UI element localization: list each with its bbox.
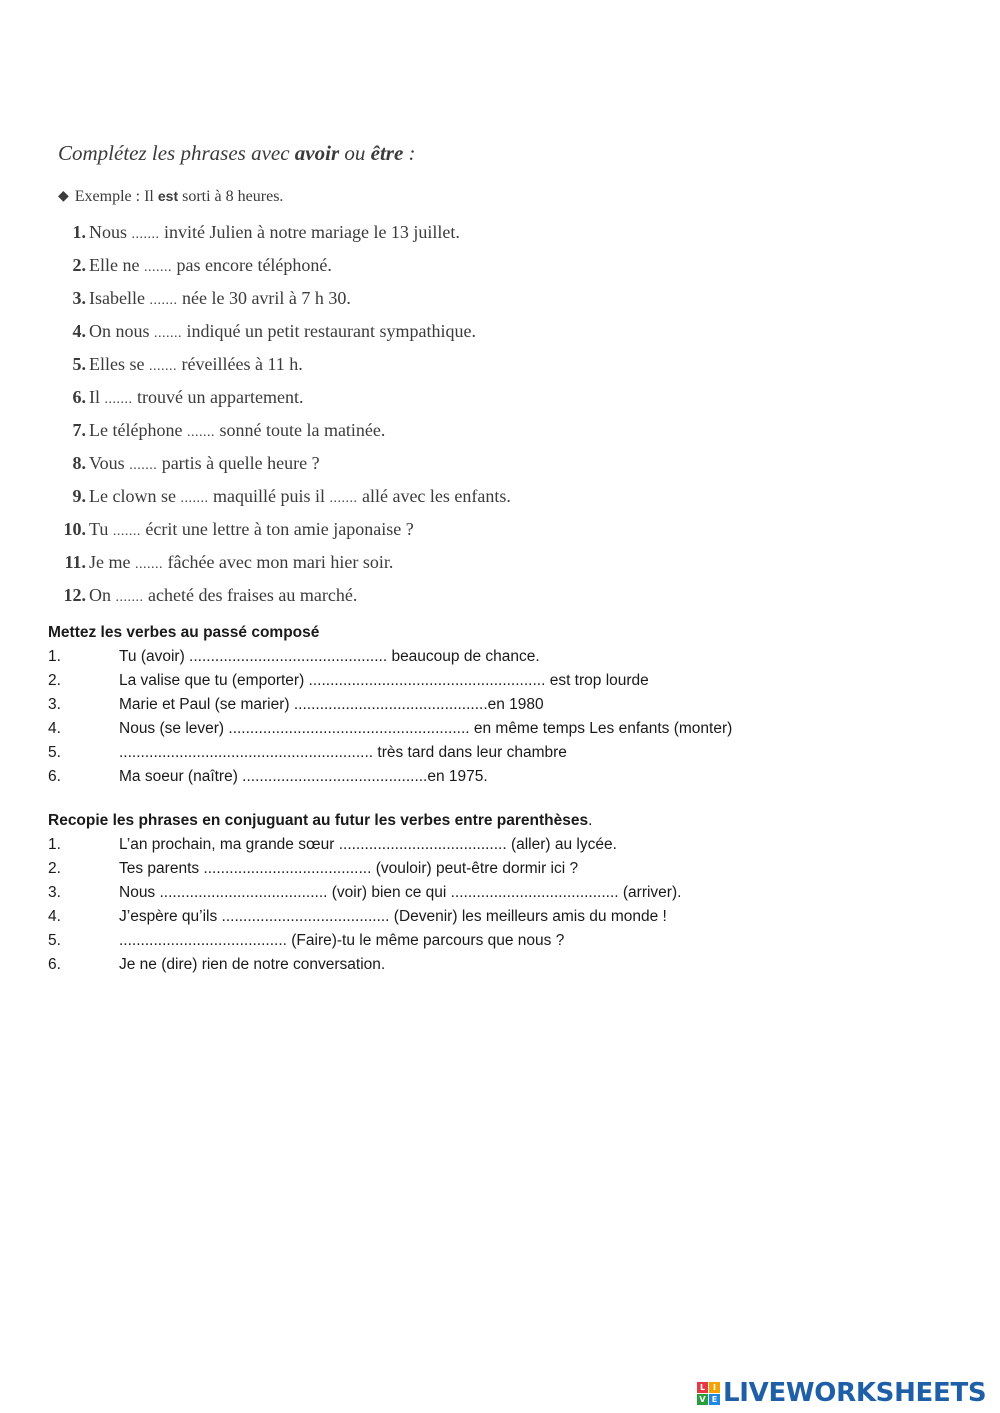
question-number: 2. <box>72 255 86 275</box>
exercise-row <box>48 741 948 765</box>
row-number: 1. <box>48 836 61 853</box>
exercise-row <box>48 905 948 929</box>
row-text: La valise que tu (emporter) ....................................................... est trop lourde <box>119 672 649 689</box>
exercise-row <box>48 645 948 669</box>
question-item <box>58 513 938 546</box>
diamond-bullet-icon: ◆ <box>58 189 69 204</box>
answer-blank[interactable]: ....... <box>134 557 163 572</box>
answer-blank[interactable]: ....... <box>154 326 183 341</box>
exercise-row <box>48 953 948 977</box>
question-item <box>58 249 938 282</box>
answer-blank[interactable]: ....... <box>131 227 160 242</box>
row-text: Ma soeur (naître) ...........................................en 1975. <box>119 768 488 785</box>
row-text: Nous ....................................... (voir) bien ce qui ....................................... (arriver). <box>119 884 682 901</box>
question-number: 7. <box>72 420 86 440</box>
row-number: 2. <box>48 672 61 689</box>
row-text: ....................................... (Faire)-tu le même parcours que nous ? <box>119 932 565 949</box>
answer-blank[interactable]: ....... <box>115 590 144 605</box>
answer-blank[interactable]: ....... <box>129 458 158 473</box>
row-number: 3. <box>48 696 61 713</box>
exercise-row <box>48 833 948 857</box>
question-number: 8. <box>72 453 86 473</box>
row-text: Nous (se lever) ........................................................ en même temps Les enfants (monter) <box>119 720 733 737</box>
question-text: Elles se ....... réveillées à 11 h. <box>89 354 303 374</box>
question-item <box>58 282 938 315</box>
row-number: 4. <box>48 720 61 737</box>
section-title: Recopie les phrases en conjuguant au futur les verbes entre parenthèses. <box>48 812 593 829</box>
question-number: 12. <box>63 585 86 605</box>
question-number: 10. <box>63 519 86 539</box>
exercise-row <box>48 669 948 693</box>
question-text: On ....... acheté des fraises au marché. <box>89 585 358 605</box>
row-number: 3. <box>48 884 61 901</box>
question-item <box>58 579 938 612</box>
question-text: Isabelle ....... née le 30 avril à 7 h 30. <box>89 288 351 308</box>
row-number: 2. <box>48 860 61 877</box>
question-item <box>58 546 938 579</box>
question-text: Elle ne ....... pas encore téléphoné. <box>89 255 332 275</box>
row-number: 5. <box>48 744 61 761</box>
exercise-row <box>48 765 948 789</box>
row-text: Tes parents ....................................... (vouloir) peut-être dormir ici ? <box>119 860 579 877</box>
row-text: ........................................................... très tard dans leur chambre <box>119 744 567 761</box>
row-number: 6. <box>48 956 61 973</box>
answer-blank[interactable]: ....... <box>143 260 172 275</box>
question-number: 3. <box>72 288 86 308</box>
row-text: Tu (avoir) .............................................. beaucoup de chance. <box>119 648 540 665</box>
question-text: Le téléphone ....... sonné toute la matinée. <box>89 420 386 440</box>
question-item <box>58 381 938 414</box>
row-text: Marie et Paul (se marier) .............................................en 1980 <box>119 696 544 713</box>
logo-text: LIVEWORKSHEETS <box>723 1378 987 1408</box>
exercise-row <box>48 881 948 905</box>
question-text: Vous ....... partis à quelle heure ? <box>89 453 320 473</box>
row-number: 6. <box>48 768 61 785</box>
answer-blank[interactable]: ....... <box>186 425 215 440</box>
question-text: On nous ....... indiqué un petit restaurant sympathique. <box>89 321 476 341</box>
question-item <box>58 348 938 381</box>
row-number: 1. <box>48 648 61 665</box>
answer-blank[interactable]: ....... <box>104 392 133 407</box>
question-item <box>58 315 938 348</box>
question-list <box>58 216 938 612</box>
question-item <box>58 480 938 513</box>
question-text: Je me ....... fâchée avec mon mari hier soir. <box>89 552 394 572</box>
logo-icon <box>697 1382 720 1405</box>
logo-letter: L <box>697 1382 708 1393</box>
question-number: 4. <box>72 321 86 341</box>
liveworksheets-logo <box>697 1376 986 1410</box>
example-line: ◆ Exemple : Il est sorti à 8 heures. <box>58 188 284 205</box>
exercise-row <box>48 857 948 881</box>
question-number: 9. <box>72 486 86 506</box>
logo-letter: I <box>709 1382 720 1393</box>
answer-blank[interactable]: ....... <box>149 293 178 308</box>
answer-blank[interactable]: ....... <box>329 491 358 506</box>
logo-letter: E <box>709 1394 720 1405</box>
exercise-futur <box>48 809 948 977</box>
question-text: Tu ....... écrit une lettre à ton amie japonaise ? <box>89 519 414 539</box>
row-number: 4. <box>48 908 61 925</box>
question-text: Le clown se ....... maquillé puis il ....... allé avec les enfants. <box>89 486 511 506</box>
question-number: 5. <box>72 354 86 374</box>
exercise-avoir-etre <box>58 138 938 612</box>
exercise-title: Complétez les phrases avec avoir ou être : <box>58 141 416 165</box>
question-text: Nous ....... invité Julien à notre mariage le 13 juillet. <box>89 222 460 242</box>
question-text: Il ....... trouvé un appartement. <box>89 387 304 407</box>
answer-blank[interactable]: ....... <box>180 491 209 506</box>
question-item <box>58 414 938 447</box>
answer-blank[interactable]: ....... <box>112 524 141 539</box>
row-text: Je ne (dire) rien de notre conversation. <box>119 956 386 973</box>
exercise-row <box>48 693 948 717</box>
question-number: 11. <box>64 552 86 572</box>
exercise-row <box>48 929 948 953</box>
question-number: 6. <box>72 387 86 407</box>
question-item <box>58 216 938 249</box>
row-text: L’an prochain, ma grande sœur ....................................... (aller) au lycée. <box>119 836 617 853</box>
logo-letter: V <box>697 1394 708 1405</box>
exercise-passe-compose <box>48 621 948 789</box>
exercise-row <box>48 717 948 741</box>
question-number: 1. <box>72 222 86 242</box>
row-text: J’espère qu’ils ....................................... (Devenir) les meilleurs amis du monde ! <box>119 908 667 925</box>
section-title: Mettez les verbes au passé composé <box>48 624 320 641</box>
question-item <box>58 447 938 480</box>
answer-blank[interactable]: ....... <box>149 359 177 374</box>
row-number: 5. <box>48 932 61 949</box>
